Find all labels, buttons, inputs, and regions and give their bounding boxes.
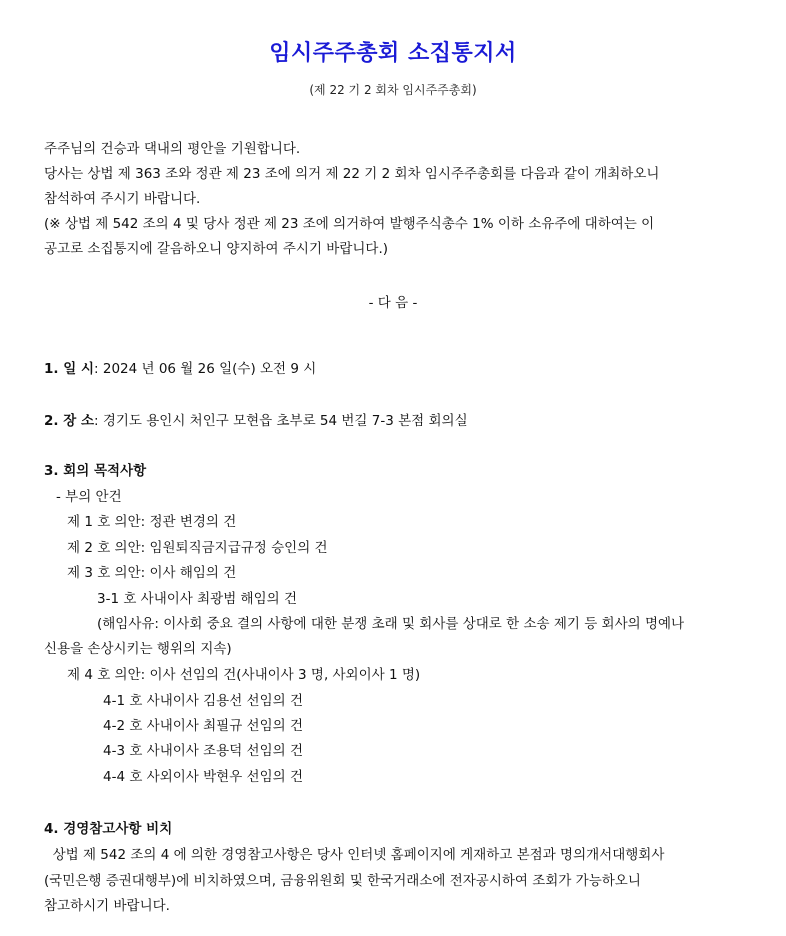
agenda-heading: 3. 회의 목적사항 [44, 463, 147, 479]
reference-line: 상법 제 542 조의 4 에 의한 경영참고사항은 당사 인터넷 홈페이지에 게재하고 본점과 명의개서대행회사 [44, 847, 665, 863]
intro-line: (※ 상법 제 542 조의 4 및 당사 정관 제 23 조에 의거하여 발행주식총수 1% 이하 소유주에 대하여는 이 [44, 216, 655, 232]
agenda-line: 4-2 호 사내이사 최필규 선임의 건 [103, 718, 303, 734]
agenda-line: 4-4 호 사외이사 박현우 선임의 건 [103, 769, 303, 785]
agenda-line: (해임사유: 이사회 중요 결의 사항에 대한 분쟁 초래 및 회사를 상대로 한 소송 제기 등 회사의 명예나 [97, 616, 685, 632]
intro-line: 당사는 상법 제 363 조와 정관 제 23 조에 의거 제 22 기 2 회차 임시주주총회를 다음과 같이 개최하오니 [44, 166, 660, 182]
separator-heading: - 다 음 - [368, 295, 418, 311]
agenda-line: - 부의 안건 [56, 489, 122, 505]
reference-line: 참고하시기 바랍니다. [44, 898, 170, 914]
item-date [44, 360, 316, 378]
item-date-label: 1. 일 시 [44, 361, 95, 377]
item-place-value: : 경기도 용인시 처인구 모현읍 초부로 54 번길 7-3 본점 회의실 [94, 413, 468, 429]
agenda-line: 4-1 호 사내이사 김용선 선임의 건 [103, 693, 303, 709]
item-place-label: 2. 장 소 [44, 413, 95, 429]
reference-heading: 4. 경영참고사항 비치 [44, 821, 173, 837]
document-subtitle: (제 22 기 2 회차 임시주주총회) [309, 83, 477, 97]
agenda-line: 신용을 손상시키는 행위의 지속) [44, 641, 232, 657]
item-place [44, 412, 468, 430]
document-title: 임시주주총회 소집통지서 [269, 41, 517, 66]
agenda-line: 제 4 호 의안: 이사 선임의 건(사내이사 3 명, 사외이사 1 명) [67, 667, 421, 683]
intro-line: 참석하여 주시기 바랍니다. [44, 191, 201, 207]
agenda-line: 3-1 호 사내이사 최광범 해임의 건 [97, 591, 297, 607]
item-date-value: : 2024 년 06 월 26 일(수) 오전 9 시 [94, 361, 317, 377]
intro-line: 공고로 소집통지에 갈음하오니 양지하여 주시기 바랍니다.) [44, 241, 388, 257]
agenda-line: 제 3 호 의안: 이사 해임의 건 [67, 565, 237, 581]
agenda-line: 제 2 호 의안: 임원퇴직금지급규정 승인의 건 [67, 540, 328, 556]
intro-line: 주주님의 건승과 댁내의 평안을 기원합니다. [44, 141, 301, 157]
agenda-line: 4-3 호 사내이사 조용덕 선임의 건 [103, 743, 303, 759]
agenda-line: 제 1 호 의안: 정관 변경의 건 [67, 514, 237, 530]
reference-line: (국민은행 증권대행부)에 비치하였으며, 금융위원회 및 한국거래소에 전자공시하여 조회가 가능하오니 [44, 873, 641, 889]
